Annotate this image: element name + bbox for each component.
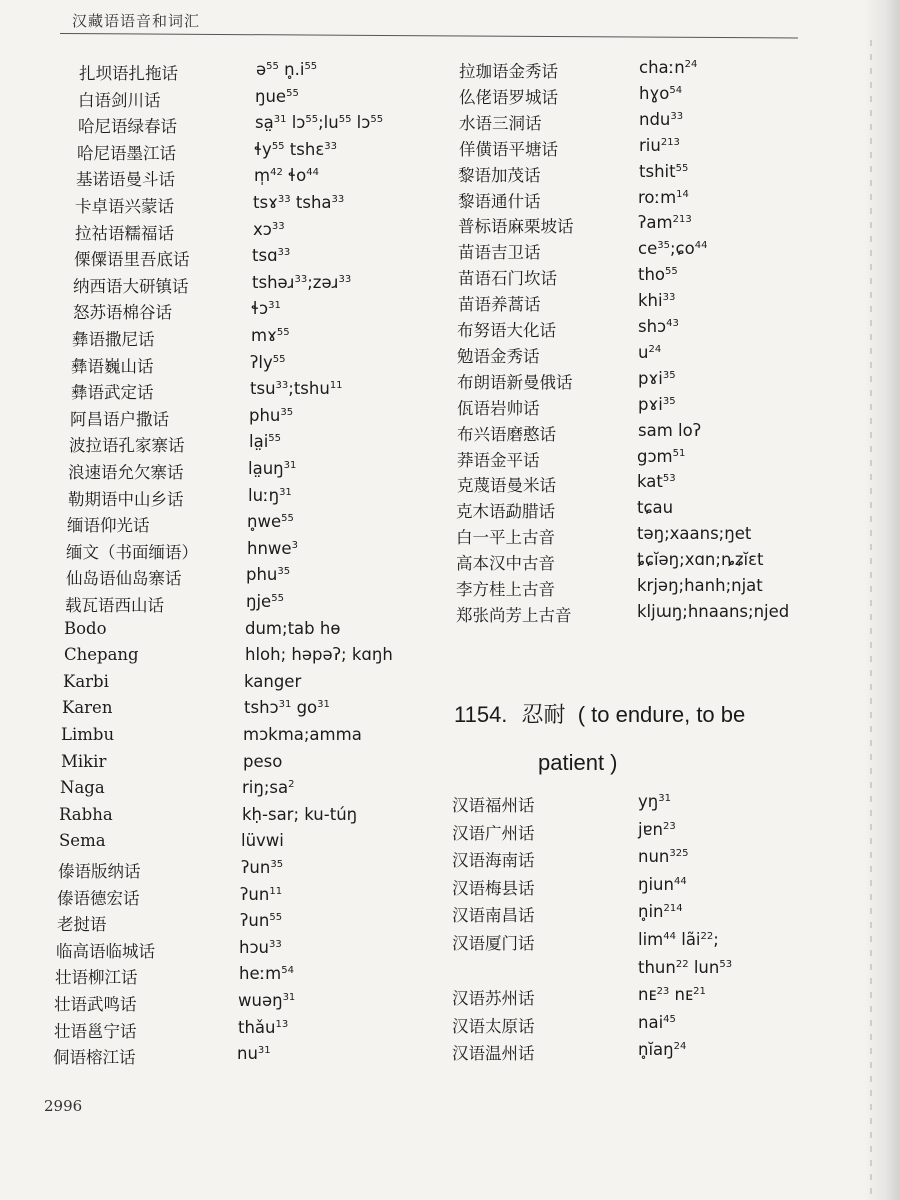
pronunciation: heːm$^{54}$: [239, 964, 294, 984]
pronunciation: $yŋ^{31}$: [638, 792, 671, 811]
language-name: 莽语金平话: [457, 450, 540, 470]
pronunciation: ɬɔ$^{31}$: [251, 299, 281, 319]
pronunciation: ʔun$^{55}$: [240, 911, 283, 931]
language-name: 浪速语允欠寨话: [68, 463, 184, 482]
page-number: 2996: [44, 1097, 83, 1115]
language-name: Sema: [59, 831, 106, 851]
language-name: 克蔑语曼米话: [457, 476, 556, 496]
pronunciation: $nu^{31}$: [237, 1044, 271, 1064]
pronunciation: ndu$^{33}$: [639, 109, 684, 129]
pronunciation: tɕau: [637, 498, 674, 518]
language-name: Chepang: [64, 645, 139, 665]
pronunciation: hɔu$^{33}$: [239, 937, 282, 957]
language-name: 布努语大化话: [457, 321, 556, 340]
language-name: 汉语太原话: [452, 1016, 535, 1036]
language-name: Naga: [60, 778, 105, 798]
language-name: 佤语岩帅话: [457, 398, 540, 418]
language-name: 扎坝语扎拖话: [79, 64, 178, 83]
pronunciation: tshɔ$^{31}$ $go^{31}$: [244, 698, 330, 718]
language-name: Karen: [62, 698, 113, 718]
language-name: 汉语广州话: [452, 823, 535, 843]
entry-heading-line1: [454, 698, 745, 729]
language-name: 纳西语大研镇话: [73, 276, 189, 296]
pronunciation: n̥ĭaŋ$^{24}$: [638, 1040, 687, 1060]
language-name: 勉语金秀话: [457, 346, 540, 366]
entry-gloss-line2: patient ): [538, 750, 618, 775]
pronunciation: khi$^{33}$: [638, 291, 676, 311]
language-name: 布兴语磨憨话: [457, 424, 556, 444]
language-name: 哈尼语绿春话: [78, 117, 177, 137]
pronunciation: $ce^{35};ɕo^{44}$: [638, 239, 708, 259]
language-name: 缅语仰光话: [67, 516, 150, 536]
language-name: 苗语养蒿话: [458, 295, 541, 315]
pronunciation: ŋue$^{55}$: [255, 86, 299, 106]
pronunciation: luːŋ$^{31}$: [248, 485, 292, 505]
pronunciation: sa̤$^{31}$ $lɔ^{55};lu^{55}$ lɔ$^{55}$: [255, 113, 384, 133]
language-name: 怒苏语棉谷话: [73, 303, 172, 323]
language-name: 彝语巍山话: [71, 356, 154, 376]
language-name: 汉语温州话: [452, 1044, 535, 1064]
language-name: 李方桂上古音: [456, 580, 555, 599]
language-name: Limbu: [61, 725, 115, 744]
pronunciation: tsɑ$^{33}$: [252, 246, 291, 266]
pronunciation: ʔam$^{213}$: [638, 213, 692, 233]
language-name: 哈尼语墨江话: [77, 143, 176, 163]
pronunciation: kanger: [244, 671, 302, 691]
language-name: 缅文（书面缅语）: [66, 542, 198, 562]
pronunciation: ə$^{55}$ $n̥.i^{55}$: [256, 60, 318, 79]
language-name: 布朗语新曼俄话: [457, 372, 573, 392]
pronunciation: $riŋ;sa^2$: [242, 778, 295, 798]
language-name: 壮语柳江话: [55, 968, 138, 988]
entry-chinese: 忍耐: [521, 702, 566, 727]
language-name: 克木语勐腊话: [456, 502, 555, 522]
language-name: Mikir: [61, 751, 107, 771]
pronunciation: ŋiun$^{44}$: [638, 874, 687, 894]
pronunciation: m̩$^{42}$ ɬo$^{44}$: [254, 166, 319, 186]
pronunciation: $\lim^{44}$ lãi$^{22}$;: [638, 930, 719, 949]
pronunciation: nun$^{325}$: [638, 847, 689, 867]
language-name: 汉语梅县话: [452, 878, 535, 898]
pronunciation: $la̤uŋ^{31}$: [248, 459, 297, 478]
pronunciation: $n̥we^{55}$: [247, 512, 294, 532]
language-name: 白语剑川话: [78, 90, 161, 110]
language-name: 普标语麻栗坡话: [458, 217, 574, 237]
language-name: 汉语南昌话: [452, 906, 535, 926]
language-name: 黎语加茂话: [458, 165, 541, 185]
language-name: 波拉语孔家寨话: [69, 436, 185, 456]
language-name: 基诺语曼斗话: [76, 170, 175, 190]
pronunciation: ʔun$^{11}$: [240, 884, 283, 904]
pronunciation: kat$^{53}$: [637, 472, 676, 492]
pronunciation: wuəŋ$^{31}$: [238, 991, 296, 1010]
language-name: 汉语福州话: [452, 796, 535, 815]
pronunciation: pɤi$^{35}$: [638, 394, 676, 414]
language-name: 傣语德宏话: [57, 888, 140, 908]
language-name: 傈僳语里吾底话: [74, 250, 190, 270]
pronunciation: tho$^{55}$: [638, 265, 678, 285]
language-name: 卡卓语兴蒙话: [75, 197, 174, 216]
language-name: 彝语武定话: [71, 383, 154, 403]
pronunciation: jɐn$^{23}$: [638, 819, 676, 839]
language-name: 临高语临城话: [56, 941, 155, 961]
pronunciation: dum;tab hɵ: [245, 618, 341, 638]
header-rule: [60, 33, 798, 39]
language-name: 壮语武鸣话: [54, 995, 137, 1014]
language-name: 拉珈语金秀话: [459, 62, 558, 81]
pronunciation: lüvwi: [241, 831, 284, 851]
language-name: 拉祜语糯福话: [75, 223, 174, 243]
language-name: 水语三洞话: [459, 113, 542, 133]
language-name: 傣语版纳话: [58, 862, 141, 881]
pronunciation: thun$^{22}$ lun$^{53}$: [638, 957, 733, 977]
pronunciation: tsɤ$^{33}$ tsha$^{33}$: [253, 193, 345, 212]
pronunciation: $u^{24}$: [638, 342, 662, 362]
entry-gloss-line1: ( to endure, to be: [577, 702, 746, 727]
pronunciation: hnwe$^3$: [247, 538, 298, 558]
pronunciation: təŋ;xaans;ŋet: [637, 524, 752, 544]
language-name: 壮语邕宁话: [54, 1021, 137, 1041]
pronunciation: peso: [243, 751, 283, 771]
pronunciation: tshəɹ$^{33}$;zəɹ$^{33}$: [252, 272, 352, 292]
language-name: 佯僙语平塘话: [459, 139, 558, 159]
pronunciation: ʔly$^{55}$: [250, 352, 286, 372]
pronunciation: kljɯŋ;hnaans;njed: [637, 601, 790, 621]
language-name: 侗语榕江话: [53, 1048, 136, 1068]
language-name: 汉语海南话: [452, 851, 535, 871]
pronunciation: pɤi$^{35}$: [638, 368, 676, 388]
pronunciation: mɔkma;amma: [243, 725, 362, 744]
pronunciation: xɔ$^{33}$: [253, 219, 285, 239]
entry-number: 1154.: [454, 702, 508, 727]
language-name: 苗语吉卫话: [458, 243, 541, 263]
pronunciation: chaːn$^{24}$: [639, 58, 698, 77]
language-name: Rabha: [59, 804, 113, 824]
language-name: 郑张尚芳上古音: [456, 605, 572, 625]
language-name: 高本汉中古音: [456, 554, 555, 574]
pronunciation: phu$^{35}$: [246, 565, 291, 585]
running-head: 汉藏语语音和词汇: [72, 12, 201, 30]
pronunciation: nai$^{45}$: [638, 1012, 676, 1032]
language-name: 阿昌语户撒话: [70, 409, 169, 429]
pronunciation: $n̥in^{214}$: [638, 902, 683, 922]
pronunciation: kḥ-sar; ku-túŋ: [242, 804, 358, 824]
pronunciation: thǎu$^{13}$: [238, 1017, 289, 1037]
pronunciation: nᴇ$^{23}$ nᴇ$^{21}$: [638, 985, 706, 1005]
pronunciation: krjəŋ;hanh;njat: [637, 576, 763, 595]
language-name: Bodo: [64, 618, 107, 638]
language-name: 汉语厦门话: [452, 934, 535, 953]
page-gutter-shadow: [864, 0, 900, 1200]
pronunciation: shɔ$^{43}$: [638, 317, 679, 336]
pronunciation: hloh; həpəʔ; kɑŋh: [245, 645, 393, 665]
language-name: 载瓦语西山话: [65, 596, 164, 615]
pronunciation: ʔun$^{35}$: [241, 858, 284, 877]
language-name: 仙岛语仙岛寨话: [66, 569, 182, 589]
language-name: 老挝语: [57, 915, 107, 935]
pronunciation: tshit$^{55}$: [639, 161, 689, 181]
language-name: 白一平上古音: [456, 528, 555, 548]
pronunciation: riu$^{213}$: [639, 135, 680, 155]
pronunciation: gɔm$^{51}$: [637, 446, 686, 466]
language-name: 黎语通什话: [458, 191, 541, 211]
pronunciation: hɣo$^{54}$: [639, 83, 683, 103]
language-name: 彝语撒尼话: [72, 330, 155, 349]
language-name: 仫佬语罗城话: [459, 87, 558, 107]
pronunciation: ŋje$^{55}$: [246, 592, 284, 611]
language-name: 苗语石门坎话: [458, 269, 557, 289]
language-name: 勒期语中山乡话: [68, 489, 184, 509]
language-name: 汉语苏州话: [452, 989, 535, 1009]
pronunciation: ȶɕĭəŋ;xɑn;ȵʑĭɛt: [637, 550, 764, 570]
pronunciation: tsu$^{33}$;tshu$^{11}$: [250, 379, 343, 399]
pronunciation: phu$^{35}$: [249, 405, 294, 425]
pronunciation: mɤ$^{55}$: [251, 326, 290, 345]
pronunciation: sam loʔ: [638, 420, 702, 440]
pronunciation: roːm$^{14}$: [638, 187, 689, 207]
pronunciation: ɬy$^{55}$ tshɛ$^{33}$: [254, 139, 337, 159]
pronunciation: $la̤i^{55}$: [249, 432, 282, 452]
language-name: Karbi: [63, 671, 109, 691]
